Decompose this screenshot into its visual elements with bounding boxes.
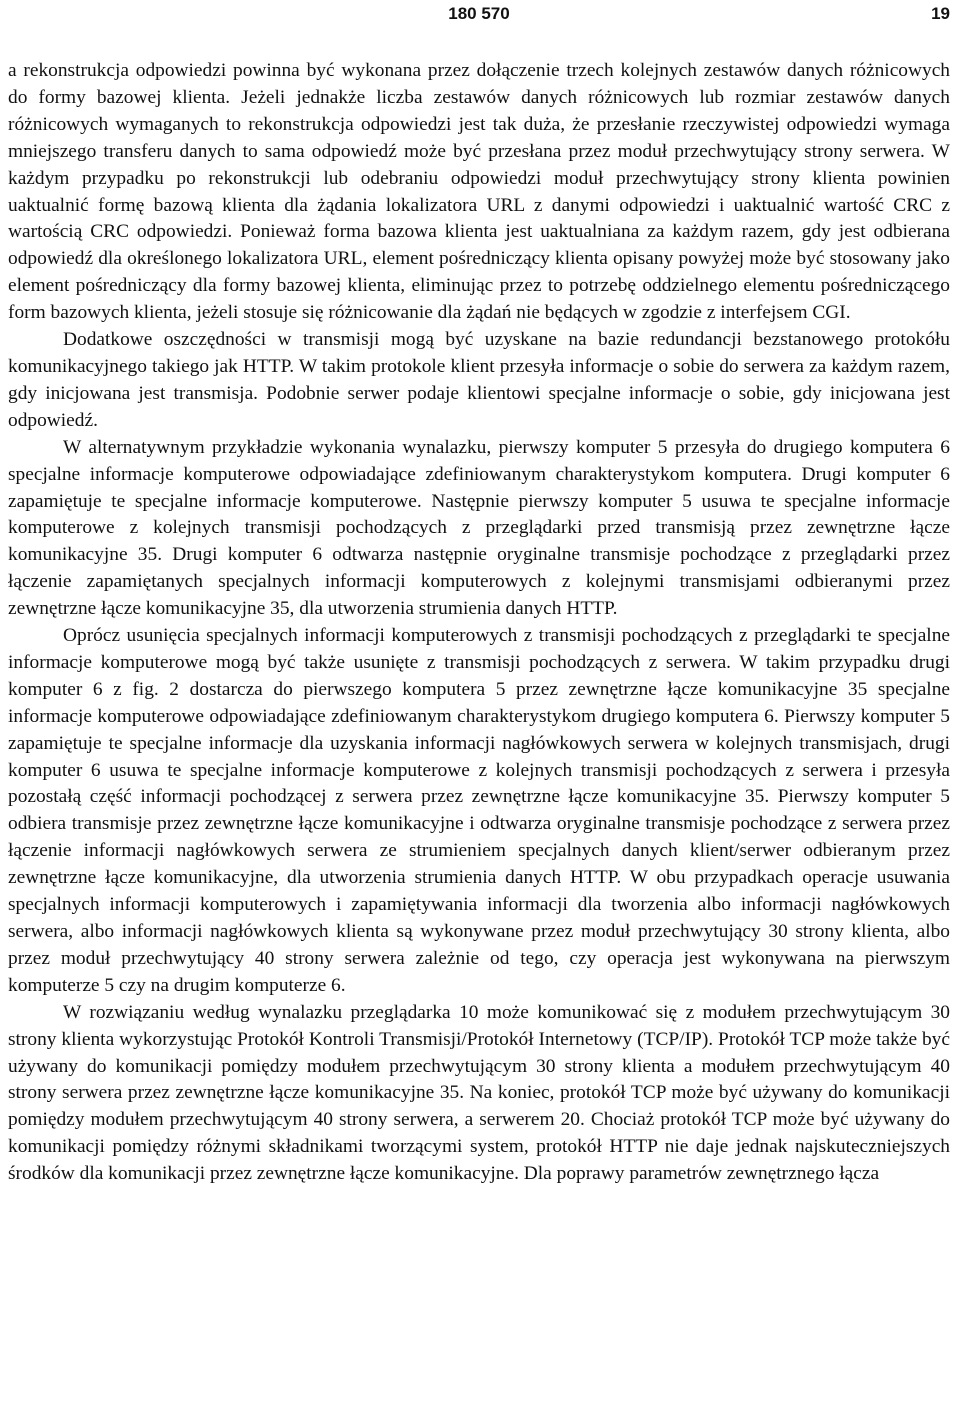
patent-number: 180 570 [448,4,510,23]
paragraph: Dodatkowe oszczędności w transmisji mogą być uzyskane na bazie redundancji bezstanowego protokółu komunikacyjnego takiego jak HTTP. W takim protokole klient przesyła informacje o sobie do serwera za każdym razem, gdy inicjowana jest transmisja. Podobnie serwer podaje klientowi specjalne informacje o sobie, gdy inicjowana jest odpowiedź. [8,329,950,431]
page-header [8,0,950,50]
paragraph: Oprócz usunięcia specjalnych informacji komputerowych z transmisji pochodzących z przeglądarki te specjalne informacje komputerowe mogą być także usunięte z transmisji pochodzących z serwera. W takim przypadku drugi komputer 6 z fig. 2 dostarcza do pierwszego komputera 5 przez zewnętrzne łącze komunikacyjne 35 specjalne informacje komputerowe odpowiadające zdefiniowanym charakterystykom drugiego komputera 6. Pierwszy komputer 5 zapamiętuje te specjalne informacje dla uzyskania informacji nagłówkowych serwera w kolejnych transmisjach, drugi komputer 6 usuwa te specjalne informacje komputerowe z kolejnych transmisji pochodzących z serwera i przesyła pozostałą część informacji pochodzącej z serwera przez zewnętrzne łącze komunikacyjne 35. Pierwszy komputer 5 odbiera transmisje przez zewnętrzne łącze komunikacyjne i odtwarza oryginalne transmisje pochodzące z serwera przez łączenie informacji nagłówkowych serwera ze strumieniem specjalnych danych klient/serwer odbieranym przez zewnętrzne łącze komunikacyjne, dla utworzenia strumienia danych HTTP. W obu przypadkach operacje usuwania specjalnych informacji komputerowych i zapamiętywania informacji dla tworzenia albo informacji nagłówkowych serwera, albo informacji nagłówkowych klienta są wykonywane przez moduł przechwytujący 30 strony klienta, albo przez moduł przechwytujący 40 strony serwera zależnie od tego, czy operacja jest wykonywana na pierwszym komputerze 5 czy na drugim komputerze 6. [8,625,950,996]
paragraph: W alternatywnym przykładzie wykonania wynalazku, pierwszy komputer 5 przesyła do drugiego komputera 6 specjalne informacje komputerowe odpowiadające zdefiniowanym charakterystykom komputera. Drugi komputer 6 zapamiętuje te specjalne informacje komputerowe. Następnie pierwszy komputer 5 usuwa te specjalne informacje komputerowe z kolejnych transmisji pochodzących z przeglądarki przed transmisją przez zewnętrzne łącze komunikacyjne 35. Drugi komputer 6 odtwarza następnie oryginalne transmisje pochodzące z przeglądarki przez łączenie zapamiętanych specjalnych informacji komputerowych z kolejnymi transmisjami odbieranymi przez zewnętrzne łącze komunikacyjne 35, dla utworzenia strumienia danych HTTP. [8,436,950,620]
page-number: 19 [931,4,950,23]
body-text [8,58,950,1188]
paragraph: W rozwiązaniu według wynalazku przeglądarka 10 może komunikować się z modułem przechwytującym 30 strony klienta wykorzystując Protokół Kontroli Transmisji/Protokół Internetowy (TCP/IP). Protokół TCP może także być używany do komunikacji pomiędzy modułem przechwytującym 30 strony klienta a modułem przechwytującym 40 strony serwera przez zewnętrzne łącze komunikacyjne 35. Na koniec, protokół TCP może być używany do komunikacji pomiędzy modułem przechwytującym 40 strony serwera, a serwerem 20. Chociaż protokół TCP może być używany do komunikacji pomiędzy różnymi składnikami tworzącymi system, protokół HTTP nie daje jednak najskuteczniejszych środków dla komunikacji przez zewnętrzne łącze komunikacyjne. Dla poprawy parametrów zewnętrznego łącza [8,1001,950,1185]
paragraph: a rekonstrukcja odpowiedzi powinna być wykonana przez dołączenie trzech kolejnych zestawów danych różnicowych do formy bazowej klienta. Jeżeli jednakże liczba zestawów danych różnicowych lub rozmiar zestawów danych różnicowych wymaganych to rekonstrukcja odpowiedzi jest tak duża, że przesłanie rzeczywistej odpowiedzi wymaga mniejszego transferu danych to sama odpowiedź może być przesłana przez moduł przechwytujący strony serwera. W każdym przypadku po rekonstrukcji lub odebraniu odpowiedzi moduł przechwytujący strony klienta powinien uaktualnić formę bazową klienta dla żądania lokalizatora URL z danymi odpowiedzi i uaktualnić wartość CRC z wartością CRC odpowiedzi. Ponieważ forma bazowa klienta jest uaktualniana za każdym razem, gdy jest odbierana odpowiedź dla określonego lokalizatora URL, element pośredniczący klienta opisany powyżej może być stosowany jako element pośredniczący dla formy bazowej klienta, eliminując przez to potrzebę oddzielnego elementu pośredniczącego form bazowych klienta, jeżeli stosuje się różnicowanie dla żądań nie będących w zgodzie z interfejsem CGI. [8,60,950,324]
